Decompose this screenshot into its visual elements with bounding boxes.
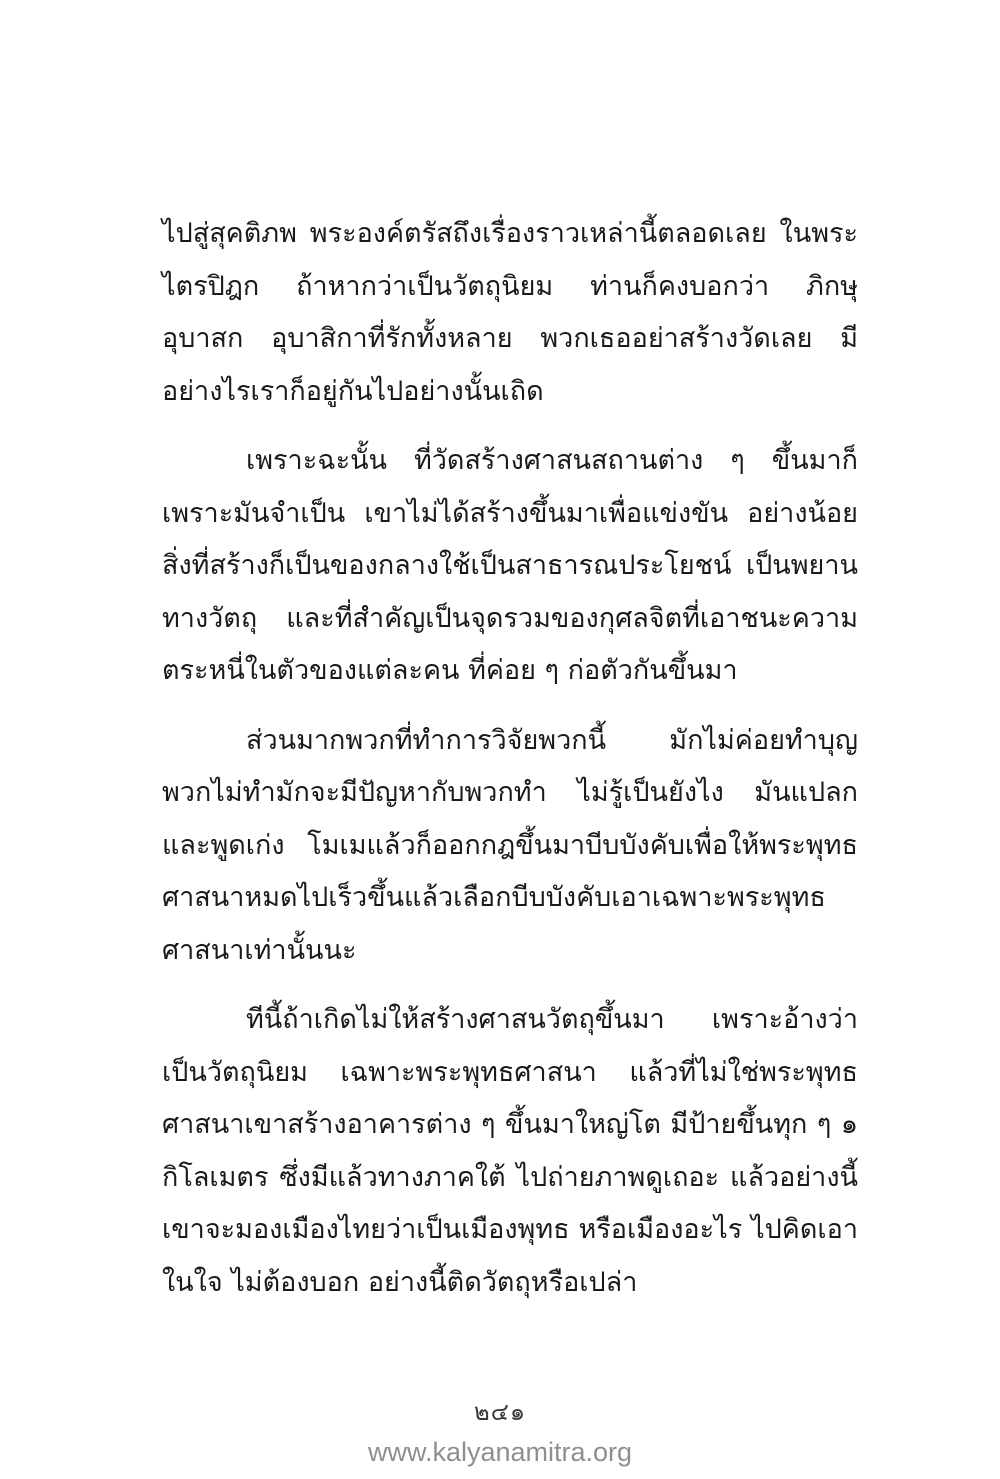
paragraph-2: เพราะฉะนั้น ที่วัดสร้างศาสนสถานต่าง ๆ ขึ้นมาก็เพราะมันจำเป็น เขาไม่ได้สร้างขึ้นมาเพื่อแข่งขัน อย่างน้อยสิ่งที่สร้างก็เป็นของกลางใช้เป็นสาธารณประโยชน์ เป็นพยานทางวัตถุ และที่สำคัญเป็นจุดรวมของกุศลจิตที่เอาชนะความตระหนี่ในตัวของแต่ละคน ที่ค่อย ๆ ก่อตัวกันขึ้นมา [162, 445, 858, 686]
page-number: ๒๔๑ [473, 1398, 527, 1426]
paragraph-4: ทีนี้ถ้าเกิดไม่ให้สร้างศาสนวัตถุขึ้นมา เพราะอ้างว่าเป็นวัตถุนิยม เฉพาะพระพุทธศาสนา แล้วที่ไม่ใช่พระพุทธศาสนาเขาสร้างอาคารต่าง ๆ ขึ้นมาใหญ่โต มีป้ายขึ้นทุก ๆ ๑ กิโลเมตร ซึ่งมีแล้วทางภาคใต้ ไปถ่ายภาพดูเถอะ แล้วอย่างนี้เขาจะมองเมืองไทยว่าเป็นเมืองพุทธ หรือเมืองอะไร ไปคิดเอาในใจ ไม่ต้องบอก อย่างนี้ติดวัตถุหรือเปล่า [162, 1004, 858, 1298]
footer-url: www.kalyanamitra.org [367, 1437, 633, 1467]
paragraph-1: ไปสู่สุคติภพ พระองค์ตรัสถึงเรื่องราวเหล่านี้ตลอดเลย ในพระไตรปิฎก ถ้าหากว่าเป็นวัตถุนิยม ท่านก็คงบอกว่า ภิกษุ อุบาสก อุบาสิกาที่รักทั้งหลาย พวกเธออย่าสร้างวัดเลย มีอย่างไรเราก็อยู่กันไปอย่างนั้นเถิด [162, 218, 858, 407]
paragraph-3: ส่วนมากพวกที่ทำการวิจัยพวกนี้ มักไม่ค่อยทำบุญ พวกไม่ทำมักจะมีปัญหากับพวกทำ ไม่รู้เป็นยังไง มันแปลก และพูดเก่ง โมเมแล้วก็ออกกฎขึ้นมาบีบบังคับเพื่อให้พระพุทธศาสนาหมดไปเร็วขึ้นแล้วเลือกบีบบังคับเอาเฉพาะพระพุทธศาสนาเท่านั้นนะ [162, 724, 858, 966]
page-body [162, 208, 858, 1326]
